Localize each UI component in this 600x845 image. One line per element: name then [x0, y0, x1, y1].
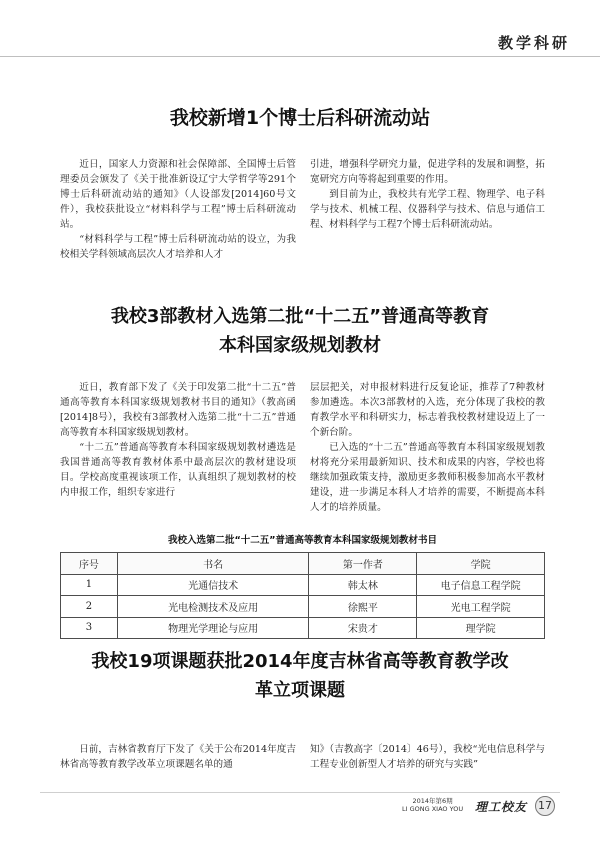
table-cell: 理学院	[417, 617, 545, 639]
article-3-paragraph: 知》（吉教高字〔2014〕46号），我校“光电信息科学与工程专业创新型人才培养的研究与实践”	[310, 744, 545, 770]
table-cell: 光电检测技术及应用	[117, 596, 309, 618]
footer-divider	[40, 792, 560, 793]
article-1-right-column	[310, 157, 545, 232]
table-row	[61, 574, 545, 596]
table-cell: 宋贵才	[309, 617, 417, 639]
table-cell: 电子信息工程学院	[417, 574, 545, 596]
column-header-index: 序号	[61, 553, 118, 575]
issue-info	[402, 797, 463, 813]
title-line: 本科国家级规划教材	[219, 335, 381, 356]
article-3-left-column	[60, 742, 296, 772]
title-line: 我校19项课题获批2014年度吉林省高等教育教学改	[91, 651, 509, 672]
issue-number: 2014年第6期	[412, 797, 453, 805]
table-caption: 我校入选第二批“十二五”普通高等教育本科国家级规划教材书目	[168, 535, 437, 546]
table-cell: 3	[61, 617, 118, 639]
article-title-teaching-reform	[0, 647, 600, 705]
section-tag: 教学科研	[497, 34, 570, 52]
article-2-paragraph: 已入选的“十二五”普通高等教育本科国家级规划教材将充分采用最新知识、技术和成果的内容，学校也将继续加强政策支持，激励更多教师积极参加高水平教材建设，进一步满足本科人才培养的需要，不断提高本科人才的培养质量。	[310, 442, 545, 513]
article-2-right-column	[310, 380, 545, 515]
article-1-paragraph: 到目前为止，我校共有光学工程、物理学、电子科学与技术、机械工程、仪器科学与技术、信息与通信工程、材料科学与工程7个博士后科研流动站。	[310, 189, 545, 230]
article-1-paragraph: 近日，国家人力资源和社会保障部、全国博士后管理委员会颁发了《关于批准新设辽宁大学哲学等291个博士后科研流动站的通知》（人设部发[2014]60号文件），我校获批设立“材料科学与工程”博士后科研流动站。	[60, 159, 296, 230]
table-row	[61, 596, 545, 618]
article-1-paragraph: 引进，增强科学研究力量，促进学科的发展和调整，拓宽研究方向等将起到重要的作用。	[310, 159, 545, 185]
article-1-paragraph: “材料科学与工程”博士后科研流动站的设立，为我校相关学科领域高层次人才培养和人才	[60, 234, 296, 260]
column-header-book: 书名	[117, 553, 309, 575]
table-cell: 光通信技术	[117, 574, 309, 596]
textbook-table	[60, 552, 545, 639]
article-3-paragraph: 日前，吉林省教育厅下发了《关于公布2014年度吉林省高等教育教学改革立项课题名单的通	[60, 744, 296, 770]
column-header-college: 学院	[417, 553, 545, 575]
table-cell: 2	[61, 596, 118, 618]
page-number: 17	[535, 796, 555, 816]
table-cell: 物理光学理论与应用	[117, 617, 309, 639]
article-2-paragraph: 层层把关，对申报材料进行反复论证，推荐了7种教材参加遴选。本次3部教材的入选，充分体现了我校的教育教学水平和科研实力，标志着我校教材建设迈上了一个新台阶。	[310, 382, 545, 438]
table-header-row	[61, 553, 545, 575]
column-header-author: 第一作者	[309, 553, 417, 575]
article-2-paragraph: “十二五”普通高等教育本科国家级规划教材遴选是我国普通高等教育教材体系中最高层次的教材建设项目。学校高度重视该项工作，认真组织了规划教材的校内申报工作，组织专家进行	[60, 442, 296, 498]
journal-name: 理工校友	[475, 800, 528, 814]
article-1-left-column	[60, 157, 296, 262]
table-cell: 徐熙平	[309, 596, 417, 618]
article-2-paragraph: 近日，教育部下发了《关于印发第二批“十二五”普通高等教育本科国家级规划教材书目的通知》（教高函[2014]8号），我校有3部教材入选第二批“十二五”普通高等教育本科国家级规划教材。	[60, 382, 296, 438]
table-cell: 韩太林	[309, 574, 417, 596]
article-2-left-column	[60, 380, 296, 500]
article-title-textbooks	[0, 302, 600, 360]
article-3-right-column	[310, 742, 545, 772]
table-cell: 1	[61, 574, 118, 596]
title-line: 革立项课题	[255, 680, 345, 701]
title-line: 我校3部教材入选第二批“十二五”普通高等教育	[110, 306, 490, 327]
article-title-postdoc-station: 我校新增1个博士后科研流动站	[169, 107, 431, 129]
header-divider	[0, 56, 600, 57]
table-row	[61, 617, 545, 639]
journal-pinyin: LI GONG XIAO YOU	[402, 805, 464, 813]
table-cell: 光电工程学院	[417, 596, 545, 618]
